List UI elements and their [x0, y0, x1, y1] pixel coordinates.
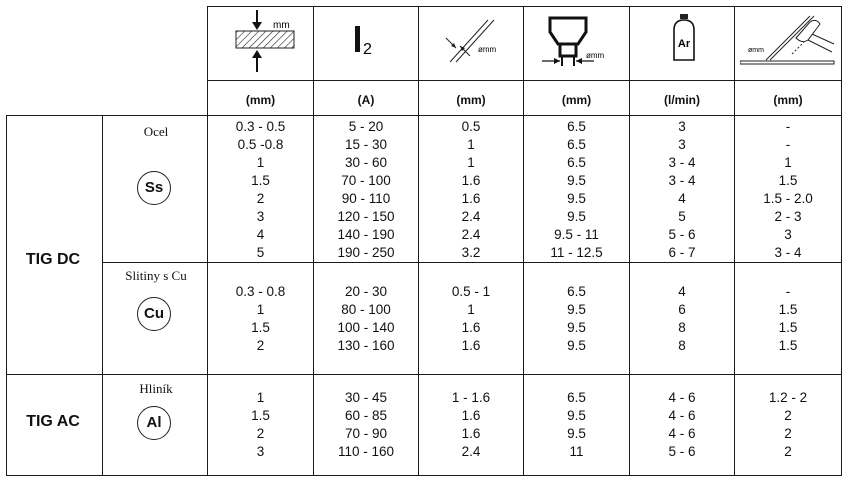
- table-cell: 9.5: [567, 302, 586, 317]
- filler-rod-icon: [740, 8, 836, 70]
- table-cell: 0.5 - 1: [451, 284, 491, 299]
- table-cell: 20 - 30: [344, 284, 388, 299]
- column-nozzle: [524, 118, 629, 262]
- table-cell: 3 - 4: [668, 155, 696, 170]
- table-cell: 9.5 - 11: [554, 227, 599, 242]
- table-cell: 30 - 60: [344, 155, 388, 170]
- table-cell: 11 - 12.5: [550, 245, 603, 260]
- grid-line: [6, 374, 842, 375]
- table-cell: 3 - 4: [774, 245, 802, 260]
- table-cell: -: [785, 119, 791, 134]
- table-cell: 5: [678, 209, 686, 224]
- table-cell: 1: [256, 302, 265, 317]
- table-cell: 1.5: [778, 320, 798, 335]
- table-cell: 8: [678, 338, 686, 353]
- argon-label: Ar: [677, 38, 691, 50]
- material-label: Hliník: [139, 381, 173, 396]
- table-cell: 1: [467, 137, 475, 152]
- column-current: [314, 283, 418, 355]
- grid-line: [207, 80, 842, 81]
- plate-thickness-label: mm: [273, 20, 290, 31]
- current-i2-icon: [345, 22, 385, 62]
- mode-label-tig-dc: TIG DC: [25, 251, 81, 268]
- table-cell: 6.5: [567, 119, 586, 134]
- table-cell: 4: [256, 227, 265, 242]
- table-cell: 6.5: [567, 390, 586, 405]
- table-cell: 1.6: [461, 408, 481, 423]
- table-cell: 1 - 1.6: [451, 390, 491, 405]
- table-cell: 2: [256, 338, 265, 353]
- column-current: [314, 118, 418, 262]
- table-cell: 9.5: [567, 338, 586, 353]
- column-electrode: [419, 283, 523, 355]
- nozzle-diameter-icon: [540, 14, 620, 72]
- table-cell: 1.5: [251, 320, 270, 335]
- table-cell: 5: [256, 245, 265, 260]
- table-cell: 9.5: [567, 173, 586, 188]
- table-cell: 2: [256, 191, 265, 206]
- table-cell: 80 - 100: [341, 302, 391, 317]
- table-cell: 1.6: [461, 426, 481, 441]
- table-cell: 60 - 85: [344, 408, 388, 423]
- table-cell: 2: [256, 426, 265, 441]
- table-cell: 1.6: [461, 320, 481, 335]
- table-cell: 2.4: [461, 209, 481, 224]
- column-nozzle: [524, 283, 629, 355]
- table-cell: 3: [256, 444, 265, 459]
- table-cell: 5 - 6: [668, 227, 696, 242]
- table-cell: 3: [678, 119, 686, 134]
- mode-label-tig-ac: TIG AC: [26, 413, 80, 430]
- table-cell: 6.5: [567, 155, 586, 170]
- unit-thickness: (mm): [245, 93, 276, 107]
- unit-electrode: (mm): [456, 93, 486, 107]
- material-badge: Al: [137, 406, 171, 440]
- table-cell: 1.5: [778, 302, 798, 317]
- column-thickness: [208, 118, 313, 262]
- table-cell: 1: [256, 155, 265, 170]
- column-thickness: [208, 389, 313, 461]
- filler-rod-label: ømm: [748, 47, 764, 54]
- table-cell: 1.5: [778, 338, 798, 353]
- table-cell: 9.5: [567, 320, 586, 335]
- table-cell: 0.3 - 0.5: [235, 119, 286, 134]
- grid-line: [102, 262, 842, 263]
- table-cell: 2: [784, 408, 792, 423]
- table-cell: 1: [784, 155, 792, 170]
- table-cell: 0.5 -0.8: [237, 137, 284, 152]
- table-cell: 6 - 7: [668, 245, 696, 260]
- grid-line: [841, 6, 842, 476]
- grid-line: [102, 115, 103, 476]
- table-cell: 2.4: [461, 227, 481, 242]
- column-filler-rod: [735, 118, 841, 262]
- table-cell: 2: [784, 444, 792, 459]
- table-cell: 1.5: [251, 173, 270, 188]
- table-cell: 15 - 30: [344, 137, 388, 152]
- unit-gas-flow: (l/min): [664, 93, 700, 107]
- grid-line: [207, 6, 842, 7]
- table-cell: -: [785, 137, 791, 152]
- table-cell: 190 - 250: [337, 245, 395, 260]
- column-nozzle: [524, 389, 629, 461]
- table-cell: 4 - 6: [668, 408, 696, 423]
- grid-line: [6, 475, 842, 476]
- column-electrode: [419, 389, 523, 461]
- material-badge: Cu: [137, 297, 171, 331]
- table-cell: 6.5: [567, 284, 586, 299]
- table-cell: 70 - 100: [341, 173, 391, 188]
- table-cell: 3.2: [461, 245, 481, 260]
- table-cell: 1: [467, 155, 475, 170]
- table-cell: 1: [256, 390, 265, 405]
- table-cell: 1.6: [461, 173, 481, 188]
- table-cell: 1: [467, 302, 475, 317]
- table-cell: 100 - 140: [337, 320, 395, 335]
- table-cell: 2 - 3: [774, 209, 802, 224]
- table-cell: 90 - 110: [341, 191, 391, 206]
- table-cell: 2: [784, 426, 792, 441]
- table-cell: 1.6: [461, 338, 481, 353]
- column-gas-flow: [630, 118, 734, 262]
- table-cell: 3: [784, 227, 792, 242]
- plate-thickness-icon: [230, 10, 300, 76]
- table-cell: 11: [569, 444, 584, 459]
- argon-bottle-icon: [668, 12, 700, 64]
- table-cell: 9.5: [567, 426, 586, 441]
- table-cell: 1.5: [778, 173, 798, 188]
- column-electrode: [419, 118, 523, 262]
- table-cell: 4: [678, 284, 686, 299]
- table-cell: 3: [678, 137, 686, 152]
- table-cell: 5 - 20: [348, 119, 384, 134]
- column-gas-flow: [630, 389, 734, 461]
- table-cell: 1.5 - 2.0: [763, 191, 813, 206]
- electrode-label: ømm: [478, 45, 497, 54]
- table-cell: 1.2 - 2: [768, 390, 808, 405]
- material-label: Ocel: [143, 124, 169, 139]
- table-cell: 9.5: [567, 191, 586, 206]
- nozzle-label: ømm: [586, 51, 605, 60]
- table-cell: 130 - 160: [337, 338, 395, 353]
- column-thickness: [208, 283, 313, 355]
- table-cell: 30 - 45: [344, 390, 388, 405]
- table-cell: 8: [678, 320, 686, 335]
- table-cell: 120 - 150: [337, 209, 395, 224]
- table-cell: 5 - 6: [668, 444, 696, 459]
- table-cell: 1.6: [461, 191, 481, 206]
- table-cell: 0.5: [461, 119, 481, 134]
- table-cell: 4: [678, 191, 686, 206]
- column-current: [314, 389, 418, 461]
- column-filler-rod: [735, 283, 841, 355]
- unit-current: (A): [357, 93, 375, 107]
- table-cell: 1.5: [251, 408, 270, 423]
- unit-filler-rod: (mm): [773, 93, 803, 107]
- table-cell: 2.4: [461, 444, 481, 459]
- table-cell: 9.5: [567, 209, 586, 224]
- table-cell: 3 - 4: [668, 173, 696, 188]
- column-gas-flow: [630, 283, 734, 355]
- table-cell: 4 - 6: [668, 426, 696, 441]
- table-cell: 4 - 6: [668, 390, 696, 405]
- material-badge: Ss: [137, 171, 171, 205]
- electrode-diameter-icon: [438, 16, 508, 68]
- unit-nozzle: (mm): [561, 93, 592, 107]
- table-cell: 9.5: [567, 408, 586, 423]
- table-cell: 140 - 190: [337, 227, 395, 242]
- table-cell: 3: [256, 209, 265, 224]
- grid-line: [6, 115, 842, 116]
- table-cell: -: [785, 284, 791, 299]
- current-subscript: 2: [363, 41, 372, 58]
- table-cell: 6.5: [567, 137, 586, 152]
- table-cell: 110 - 160: [337, 444, 395, 459]
- column-filler-rod: [735, 389, 841, 461]
- table-cell: 70 - 90: [344, 426, 388, 441]
- table-cell: 6: [678, 302, 686, 317]
- table-cell: 0.3 - 0.8: [235, 284, 286, 299]
- material-label: Slitiny s Cu: [125, 268, 187, 283]
